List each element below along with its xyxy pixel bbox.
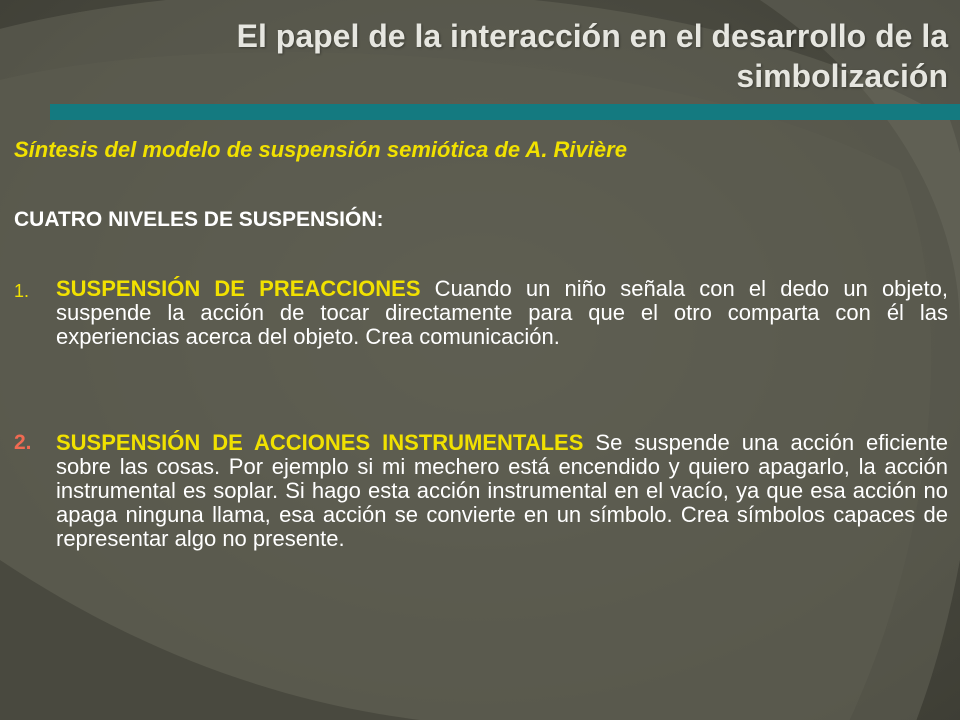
- list-item-keyword: SUSPENSIÓN DE PREACCIONES: [56, 276, 421, 301]
- list-item-text: [56, 431, 948, 551]
- list-item-number: 1.: [14, 281, 30, 301]
- section-heading: CUATRO NIVELES DE SUSPENSIÓN:: [14, 208, 384, 231]
- list-item-keyword: SUSPENSIÓN DE ACCIONES INSTRUMENTALES: [56, 430, 584, 455]
- list-item-body: Se suspende una acción eficiente sobre las cosas. Por ejemplo si mi mechero está encendido y quiero apagarlo, la acción instrumental es soplar. Si hago esta acción instrumental en el vacío, ya que esa acción no apaga ninguna llama, esa acción se convierte en un símbolo. Crea símbolos capaces de representar algo no presente.: [56, 430, 949, 551]
- list-item: [14, 431, 948, 551]
- list-item: [14, 277, 948, 349]
- list-item-body: Cuando un niño señala con el dedo un objeto, suspende la acción de tocar directamente para que el otro comparta con él las experiencias acerca del objeto. Crea comunicación.: [56, 276, 949, 349]
- slide-title: El papel de la interacción en el desarrollo de la simbolización: [236, 18, 948, 94]
- title-accent-bar: [50, 104, 960, 120]
- slide-subtitle: Síntesis del modelo de suspensión semiótica de A. Rivière: [14, 137, 627, 162]
- list-item-number: 2.: [14, 431, 32, 454]
- list-item-text: [56, 277, 948, 349]
